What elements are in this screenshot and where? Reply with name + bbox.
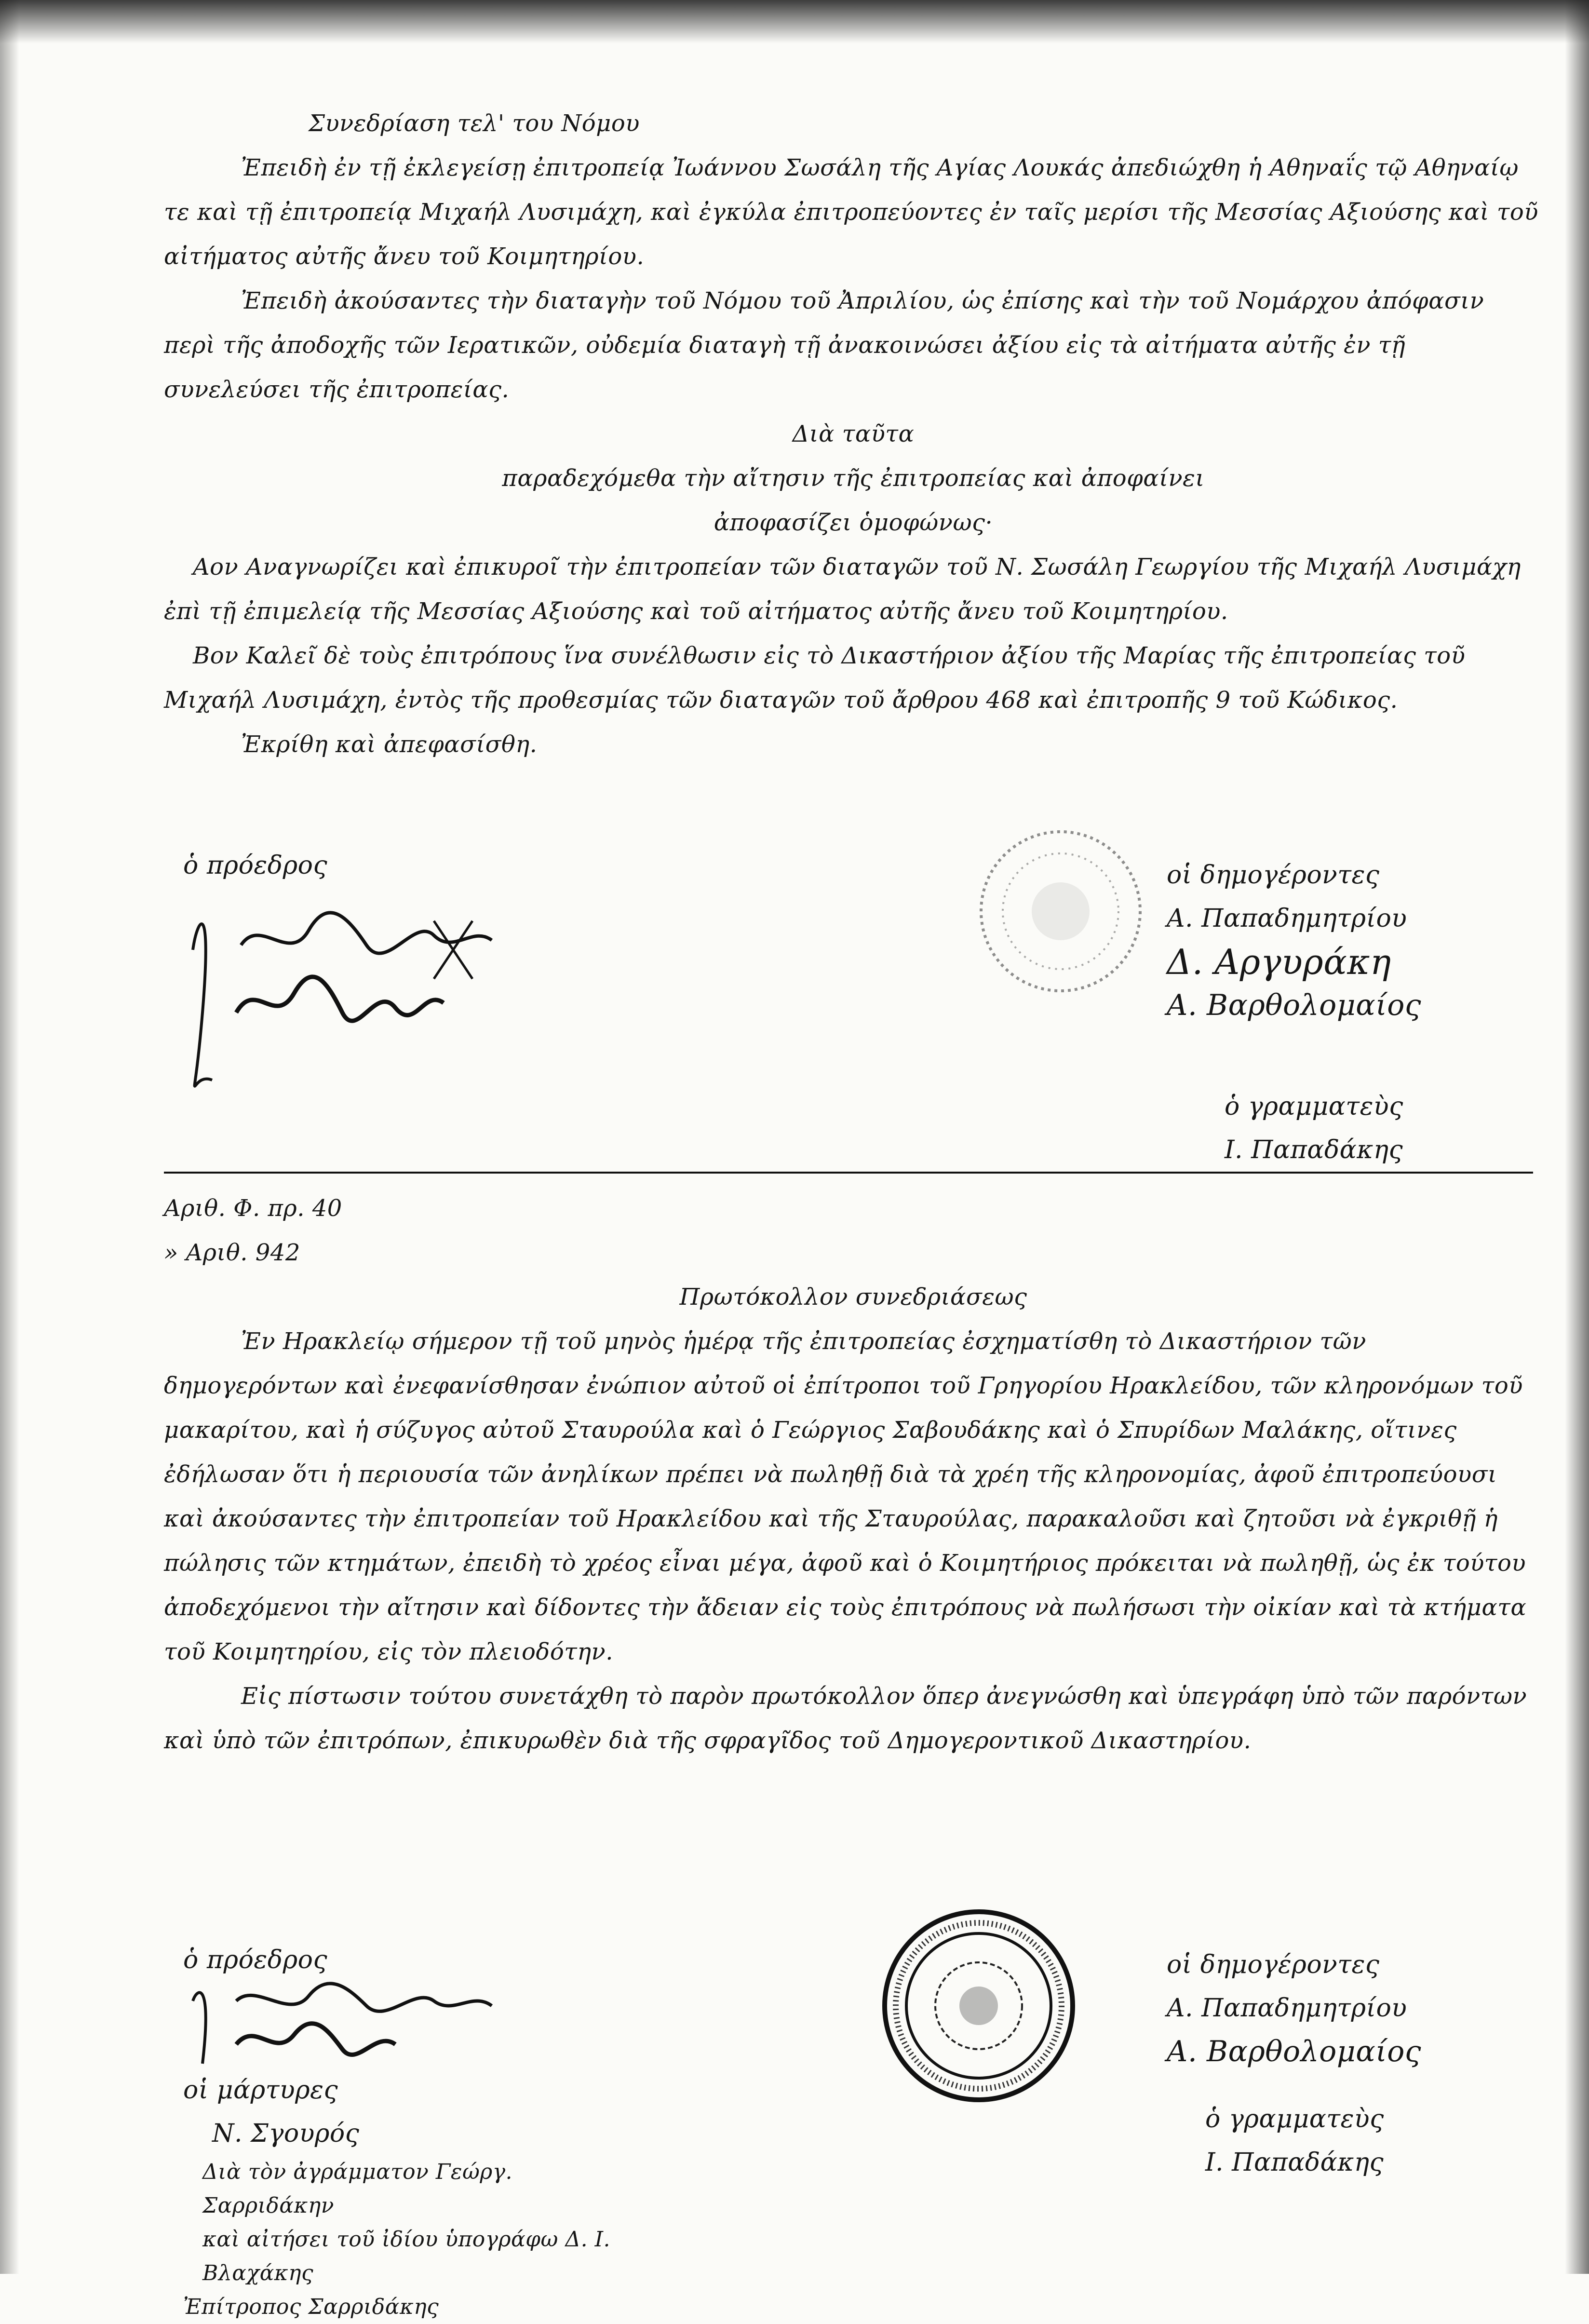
president-label-1: ὁ πρόεδρος	[183, 851, 328, 880]
scan-left-shadow	[0, 0, 19, 2274]
protocol-title: Πρωτόκολλον συνεδριάσεως	[679, 1284, 1027, 1311]
protocol-paragraph-2: Εἰς πίστωσιν τούτου συνετάχθη τὸ παρὸν πρωτόκολλον ὅπερ ἀνεγνώσθη καὶ ὑπεγράφη ὑπὸ τῶν παρόντων καὶ ὑπὸ τῶν ἐπιτρόπων, ἐπικυρωθὲν διὰ τῆς σφραγῖδος τοῦ Δημογεροντικοῦ Δικαστηρίου.	[164, 1683, 1527, 1754]
secretary-name-1: Ι. Παπαδάκης	[1225, 1135, 1403, 1164]
decision-heading: Συνεδρίαση τελ' του Νόμου	[309, 110, 640, 137]
scan-top-shadow	[0, 0, 1589, 43]
scan-right-shadow	[1565, 0, 1589, 2274]
decision-article-a: Αον Αναγνωρίζει καὶ ἐπικυροῖ τὴν ἐπιτροπείαν τῶν διαταγῶν τοῦ Ν. Σωσάλη Γεωργίου τῆς Μιχαήλ Λυσιμάχη ἐπὶ τῇ ἐπιμελείᾳ τῆς Μεσσίας Αξιούσης καὶ τοῦ αἰτήματος αὐτῆς ἄνευ τοῦ Κοιμητηρίου.	[164, 554, 1521, 625]
decision-paragraph-1: Ἐπειδὴ ἐν τῇ ἐκλεγείσῃ ἐπιτροπείᾳ Ἰωάννου Σωσάλη τῆς Αγίας Λουκάς ἀπεδιώχθη ἡ Αθηναΐς τῷ Αθηναίῳ τε καὶ τῇ ἐπιτροπείᾳ Μιχαήλ Λυσιμάχη, καὶ ἐγκύλα ἐπιτροπεύοντες ἐν ταῖς μερίσι τῆς Μεσσίας Αξιούσης καὶ τοῦ αἰτήματος αὐτῆς ἄνευ τοῦ Κοιμητηρίου.	[164, 154, 1538, 270]
decision-line-2: παραδεχόμεθα τὴν αἴτησιν τῆς ἐπιτροπείας καὶ ἀποφαίνει	[502, 465, 1205, 492]
official-seal-2	[877, 1905, 1080, 2107]
margin-note-1: Διὰ τὸν ἀγράμματον Γεώργ. Σαρριδάκην	[202, 2160, 513, 2218]
witness-name: Ν. Σγουρός	[212, 2119, 360, 2148]
secretary-label-2: ὁ γραμματεὺς	[1205, 2105, 1384, 2134]
protocol-paragraph-1: Ἐν Ηρακλείῳ σήμερον τῇ τοῦ μηνὸς ἡμέρᾳ τῆς ἐπιτροπείας ἐσχηματίσθη τὸ Δικαστήριον τῶν δημογερόντων καὶ ἐνεφανίσθησαν ἐνώπιον αὐτοῦ οἱ ἐπίτροποι τοῦ Γρηγορίου Ηρακλείδου, τῶν κληρονόμων τοῦ μακαρίτου, καὶ ἡ σύζυγος αὐτοῦ Σταυρούλα καὶ ὁ Γεώργιος Σαβουδάκης καὶ ὁ Σπυρίδων Μαλάκης, οἵτινες ἐδήλωσαν ὅτι ἡ περιουσία τῶν ἀνηλίκων πρέπει νὰ πωληθῇ διὰ τὰ χρέη τῆς κληρονομίας, ἀφοῦ ἐπιτροπεύουσι καὶ ἀκούσαντες τὴν ἐπιτροπείαν τοῦ Ηρακλείδου καὶ τῆς Σταυρούλας, παρακαλοῦσι καὶ ζητοῦσι νὰ ἐγκριθῇ ἡ πώλησις τῶν κτημάτων, ἐπειδὴ τὸ χρέος εἶναι μέγα, ἀφοῦ καὶ ὁ Κοιμητήριος πρόκειται νὰ πωληθῇ, ὡς ἐκ τούτου ἀποδεχόμενοι τὴν αἴτησιν καὶ δίδοντες τὴν ἄδειαν εἰς τοὺς ἐπιτρόπους νὰ πωλήσωσι τὴν οἰκίαν καὶ τὰ κτήματα τοῦ Κοιμητηρίου, εἰς τὸν πλειοδότην.	[164, 1328, 1527, 1665]
decision-paragraph-2: Ἐπειδὴ ἀκούσαντες τὴν διαταγὴν τοῦ Νόμου τοῦ Ἀπριλίου, ὡς ἐπίσης καὶ τὴν τοῦ Νομάρχου ἀπόφασιν περὶ τῆς ἀποδοχῆς τῶν Ιερατικῶν, οὐδεμία διαταγὴ τῇ ἀνακοινώσει ἀξίου εἰς τὰ αἰτήματα αὐτῆς ἐν τῇ συνελεύσει τῆς ἐπιτροπείας.	[164, 287, 1484, 403]
document-page	[164, 82, 1543, 2319]
elders-signature-block-1	[1167, 853, 1533, 1027]
secretary-block-1	[1225, 1085, 1533, 1172]
elder-name-2a: Α. Παπαδημητρίου	[1167, 1994, 1407, 2023]
protocol-ref-1: Αριθ. Φ. πρ. 40	[164, 1195, 342, 1222]
official-seal-1	[974, 824, 1147, 998]
president-signature-2	[183, 1982, 521, 2068]
decision-document	[164, 101, 1543, 767]
secretary-label-1: ὁ γραμματεὺς	[1225, 1092, 1403, 1121]
president-label-2: ὁ πρόεδρος	[183, 1946, 328, 1974]
elders-signature-block-2	[1167, 1943, 1533, 2073]
decision-article-b: Βον Καλεῖ δὲ τοὺς ἐπιτρόπους ἵνα συνέλθωσιν εἰς τὸ Δικαστήριον ἀξίου τῆς Μαρίας τῆς ἐπιτροπείας τοῦ Μιχαήλ Λυσιμάχη, ἐντὸς τῆς προθεσμίας τῶν διαταγῶν τοῦ ἄρθρου 468 καὶ ἐπιτροπῆς 9 τοῦ Κώδικος.	[164, 642, 1466, 714]
elder-name-1b: Δ. Αργυράκη	[1167, 942, 1391, 982]
elder-name-2b: Α. Βαρθολομαίος	[1167, 2035, 1422, 2068]
secretary-name-2: Ι. Παπαδάκης	[1205, 2148, 1384, 2177]
margin-note-2: καὶ αἰτήσει τοῦ ἰδίου ὑπογράφω Δ. Ι. Βλαχάκης	[202, 2227, 610, 2285]
elders-label-2: οἱ δημογέροντες	[1167, 1950, 1380, 1979]
protocol-ref-2: » Αριθ. 942	[164, 1239, 300, 1266]
section-divider	[164, 1172, 1533, 1174]
margin-note-3: Ἐπίτροπος Σαρριδάκης	[183, 2295, 439, 2319]
president-signature-block-2	[183, 1938, 617, 2324]
decision-line-3: ἀποφασίζει ὁμοφώνως·	[714, 509, 993, 536]
decision-dia-tauta: Διὰ ταῦτα	[792, 420, 915, 447]
president-signature-1	[183, 887, 521, 1090]
elder-name-1c: Α. Βαρθολομαίος	[1167, 988, 1422, 1022]
protocol-document	[164, 1186, 1543, 1763]
elder-name-1a: Α. Παπαδημητρίου	[1167, 904, 1407, 933]
president-signature-block-1	[183, 844, 521, 1090]
decision-closing: Ἐκρίθη καὶ ἀπεφασίσθη.	[241, 731, 538, 758]
elders-label-1: οἱ δημογέροντες	[1167, 861, 1380, 890]
secretary-block-2	[1205, 2097, 1523, 2184]
witness-label: οἱ μάρτυρες	[183, 2076, 338, 2105]
